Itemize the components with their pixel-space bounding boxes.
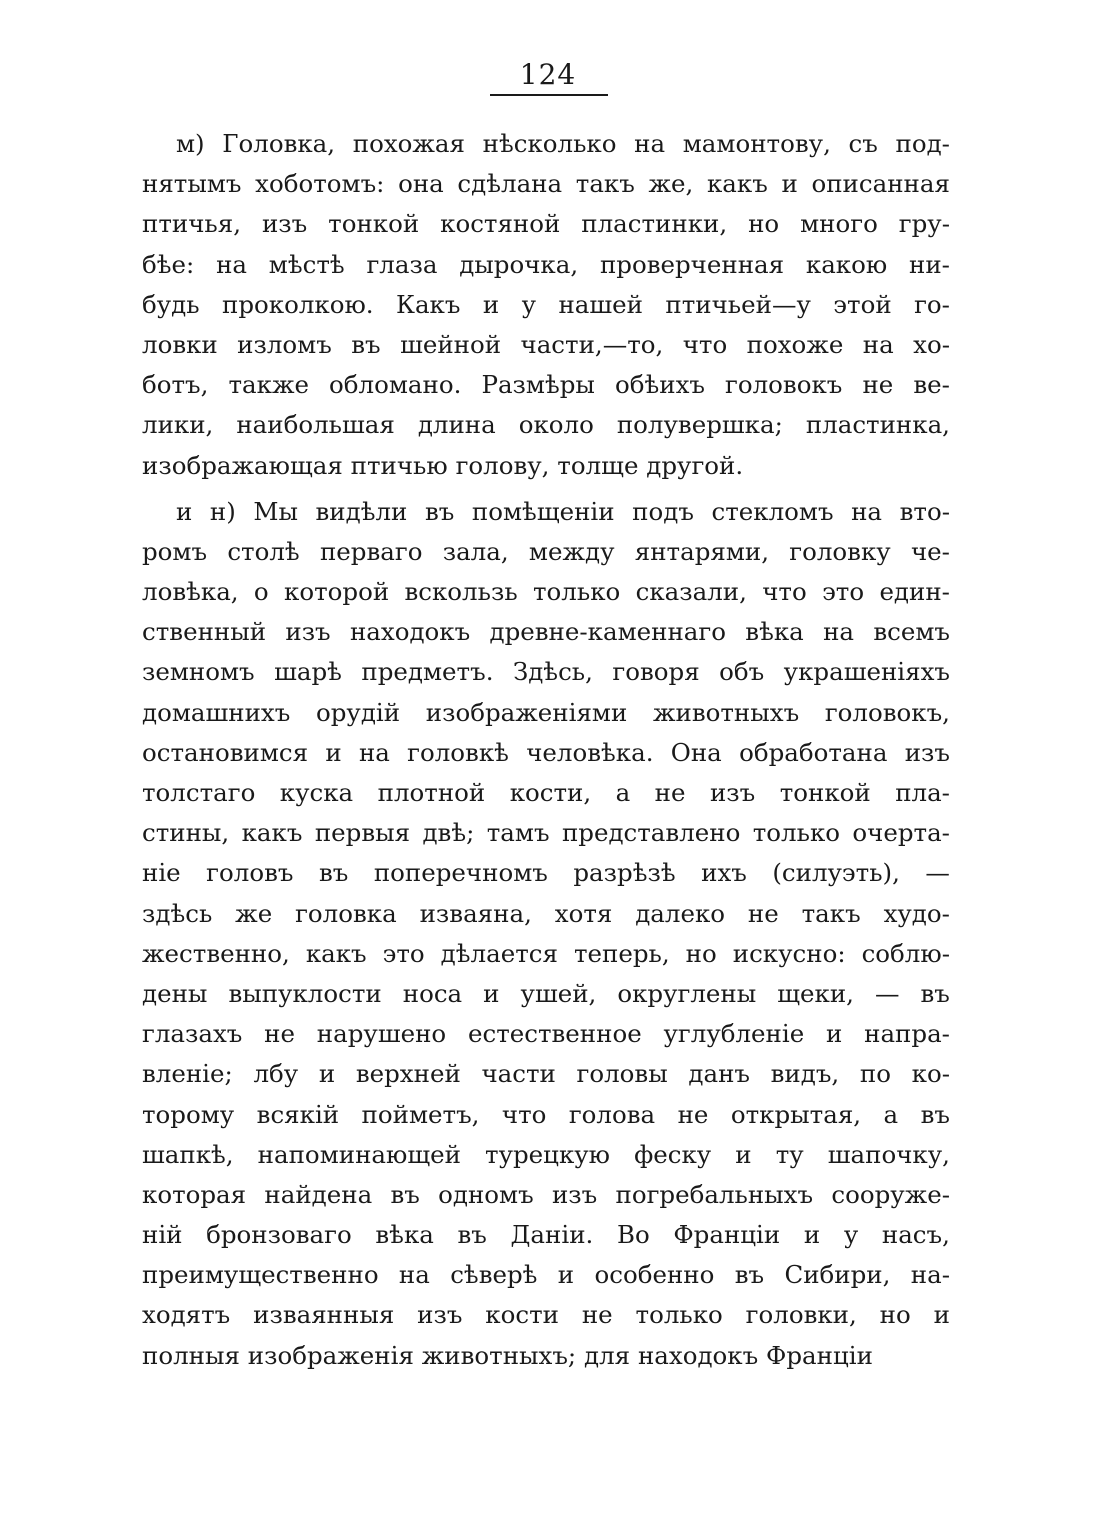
paragraph-m — [142, 124, 950, 486]
text-line — [142, 1175, 950, 1215]
text-line — [142, 285, 950, 325]
word: сдѣлана — [457, 169, 563, 199]
word: пластинка, — [805, 410, 950, 440]
word: и — [318, 1059, 336, 1089]
word: Размѣры — [481, 370, 595, 400]
text-line — [142, 325, 950, 365]
word: которой — [284, 577, 390, 607]
word: Франціи — [673, 1220, 781, 1250]
word: обѣихъ — [614, 370, 705, 400]
text-line — [142, 974, 950, 1014]
word: плотной — [377, 778, 486, 807]
word: янтарями, — [634, 536, 770, 566]
text-line — [142, 1215, 950, 1255]
text-line — [142, 813, 950, 853]
word: птичьей—у — [665, 289, 811, 319]
word: го- — [914, 289, 950, 319]
word: Здѣсь, — [512, 657, 593, 687]
word: щеки, — [777, 978, 854, 1008]
word: представлено — [561, 818, 741, 848]
word: а — [615, 778, 631, 807]
word: Даніи. — [510, 1220, 594, 1250]
word: же, — [648, 169, 694, 199]
word: въ — [424, 496, 455, 526]
word: феску — [634, 1139, 712, 1169]
word: вленіе; — [142, 1059, 233, 1089]
word: торому — [142, 1099, 235, 1129]
word: изъ — [417, 1300, 463, 1330]
word: изображеніями — [425, 697, 628, 727]
text-line — [142, 492, 950, 532]
word: здѣсь — [142, 898, 213, 928]
word: Какъ — [395, 289, 461, 319]
word: нѣсколько — [482, 129, 617, 158]
word: какъ — [241, 818, 303, 848]
word: изъ — [551, 1179, 598, 1209]
word: этой — [833, 289, 892, 319]
word: турецкую — [485, 1139, 610, 1169]
text-line — [142, 164, 950, 204]
word: всякій — [256, 1099, 340, 1129]
word: одномъ — [438, 1179, 534, 1209]
word: остановимся — [142, 737, 309, 767]
word: животныхъ — [652, 697, 800, 727]
word: въ — [920, 1099, 950, 1129]
word: зала, — [442, 536, 509, 566]
word: бронзоваго — [206, 1220, 352, 1250]
word: вто- — [899, 496, 950, 526]
word: какъ — [706, 169, 768, 199]
word: естественное — [467, 1019, 642, 1049]
text-line — [142, 1054, 950, 1094]
word: похожая — [352, 129, 465, 158]
word: въ — [734, 1260, 765, 1290]
word: разрѣзѣ — [573, 858, 676, 888]
word: (силуэть), — [772, 858, 900, 888]
word: Франціи — [766, 1340, 873, 1370]
word: ромъ — [142, 536, 208, 566]
word: предметъ. — [361, 657, 494, 687]
word: что — [682, 329, 728, 359]
word: изваянныя — [253, 1300, 395, 1330]
word: выпуклости — [228, 978, 382, 1008]
word: съ — [848, 129, 878, 158]
word: Во — [616, 1220, 650, 1250]
word: — — [925, 858, 950, 888]
word: не — [677, 1099, 709, 1129]
word: носа — [402, 978, 463, 1008]
word: глаза — [366, 249, 438, 279]
word: ни- — [908, 249, 950, 279]
text-line — [142, 1014, 950, 1054]
word: костяной — [440, 209, 561, 239]
word: птичью — [350, 450, 448, 480]
word: Она — [670, 737, 722, 767]
word: очерта- — [852, 818, 950, 848]
body-text — [142, 124, 950, 1376]
word: дены — [142, 978, 208, 1008]
word: ихъ — [701, 858, 747, 888]
word: части — [481, 1059, 556, 1089]
word: и — [933, 1300, 950, 1330]
word: ловѣка, — [142, 577, 239, 607]
text-line — [142, 365, 950, 405]
word: далеко — [635, 898, 726, 928]
word: и — [735, 1139, 752, 1169]
word: для — [584, 1340, 631, 1370]
word: человѣка. — [526, 737, 654, 767]
word: открытая, — [730, 1099, 862, 1129]
word: толстаго — [142, 778, 256, 807]
word: и — [482, 289, 500, 319]
word: но — [748, 209, 780, 239]
word: подъ — [632, 496, 694, 526]
word: въ — [390, 1179, 420, 1209]
word: един- — [879, 577, 950, 607]
word: головы — [576, 1059, 668, 1089]
word: находокъ — [637, 1340, 759, 1370]
word: ушей, — [520, 978, 597, 1008]
word: говоря — [612, 657, 700, 687]
word: куска — [279, 778, 354, 807]
word: это — [382, 938, 425, 968]
word: жественно, — [142, 938, 290, 968]
word: ботъ, — [142, 370, 209, 400]
word: округлены — [617, 978, 757, 1008]
word: между — [528, 536, 615, 566]
word: помѣщеніи — [471, 496, 615, 526]
word: мамонтову, — [682, 129, 831, 158]
word: другой. — [646, 450, 744, 480]
word: толще — [557, 450, 639, 480]
word: полувершка; — [616, 410, 783, 440]
word: найдена — [264, 1179, 373, 1209]
word: дѣлается — [440, 938, 558, 968]
text-line — [142, 245, 950, 285]
word: столѣ — [227, 536, 300, 566]
word: какъ — [305, 938, 367, 968]
word: въ — [351, 329, 381, 359]
word: описанная — [811, 169, 950, 199]
word: сказали, — [635, 577, 747, 607]
word: изображенія — [247, 1340, 414, 1370]
word: сѣверѣ — [450, 1260, 538, 1290]
word: пластинки, — [581, 209, 728, 239]
word: которая — [142, 1179, 247, 1209]
word: наибольшая — [236, 410, 395, 440]
text-line — [142, 1095, 950, 1135]
word: ту — [775, 1139, 804, 1169]
text-line — [142, 853, 950, 893]
text-line — [142, 446, 950, 486]
word: земномъ — [142, 657, 255, 687]
word: на — [862, 329, 894, 359]
word: только — [635, 1300, 723, 1330]
word: углубленіе — [663, 1019, 805, 1049]
word: головки, — [745, 1300, 857, 1330]
word: и — [803, 1220, 821, 1250]
word: въ — [318, 858, 349, 888]
word: головъ — [206, 858, 294, 888]
word: сооруже- — [831, 1179, 950, 1209]
word: но — [685, 938, 717, 968]
word: у — [843, 1220, 859, 1250]
word: напра- — [864, 1019, 950, 1049]
word: нарушено — [316, 1019, 447, 1049]
word: тонкой — [779, 778, 871, 807]
word: глазахъ — [142, 1019, 243, 1049]
text-line — [142, 532, 950, 572]
word: шарѣ — [274, 657, 342, 687]
word: на — [823, 617, 855, 647]
text-line — [142, 204, 950, 244]
word: только — [752, 818, 841, 848]
word: животныхъ; — [421, 1340, 577, 1370]
word: пла- — [895, 778, 950, 807]
word: стекломъ — [711, 496, 834, 526]
text-line — [142, 1336, 950, 1376]
text-line — [142, 693, 950, 733]
word: ходятъ — [142, 1300, 231, 1330]
word: под- — [895, 129, 950, 158]
word: объ — [719, 657, 765, 687]
word: головку — [789, 536, 891, 566]
word: и — [483, 978, 500, 1008]
word: нашей — [558, 289, 643, 319]
word: полныя — [142, 1340, 240, 1370]
text-line — [142, 612, 950, 652]
word: м) — [176, 129, 205, 158]
word: много — [800, 209, 878, 239]
word: и — [826, 1019, 843, 1049]
word: всемъ — [873, 617, 950, 647]
word: тонкой — [328, 209, 420, 239]
word: пойметъ, — [361, 1099, 480, 1129]
word: гру- — [898, 209, 950, 239]
word: напоминающей — [257, 1139, 461, 1169]
word: не — [862, 370, 894, 400]
word: и — [176, 496, 193, 526]
word: и — [557, 1260, 575, 1290]
word: ній — [142, 1220, 183, 1250]
word: на — [851, 496, 883, 526]
word: орудій — [316, 697, 401, 727]
word: на — [398, 1260, 430, 1290]
word: въ — [457, 1220, 487, 1250]
word: не — [747, 898, 779, 928]
word: такъ — [801, 898, 861, 928]
word: голову, — [455, 450, 550, 480]
word: вскользь — [404, 577, 518, 607]
word: вѣка — [375, 1220, 434, 1250]
word: голова — [568, 1099, 656, 1129]
word: вѣка — [745, 617, 804, 647]
word: это — [822, 577, 865, 607]
word: насъ, — [881, 1220, 950, 1250]
word: шейной — [400, 329, 502, 359]
text-line — [142, 894, 950, 934]
word: также — [228, 370, 309, 400]
word: находокъ — [349, 617, 471, 647]
text-line — [142, 1135, 950, 1175]
word: — — [875, 978, 900, 1008]
word: двѣ; — [422, 818, 475, 848]
word: бѣе: — [142, 249, 195, 279]
word: домашнихъ — [142, 697, 291, 727]
word: у — [521, 289, 537, 319]
word: на — [634, 129, 666, 158]
word: нятымъ — [142, 169, 242, 199]
word: видъ, — [770, 1059, 840, 1089]
word: Головка, — [222, 129, 336, 158]
word: она — [398, 169, 444, 199]
word: н) — [209, 496, 236, 526]
word: длина — [417, 410, 496, 440]
word: изъ — [285, 617, 331, 647]
word: головокъ, — [824, 697, 950, 727]
word: части,—то, — [520, 329, 664, 359]
word: проверченная — [599, 249, 785, 279]
word: поперечномъ — [373, 858, 548, 888]
text-line — [142, 405, 950, 445]
word: ве- — [913, 370, 950, 400]
word: головка — [295, 898, 397, 928]
word: по — [859, 1059, 891, 1089]
word: проколкою. — [222, 289, 374, 319]
word: на — [358, 737, 390, 767]
word: изображающая — [142, 450, 343, 480]
word: ственный — [142, 617, 267, 647]
word: ловки — [142, 329, 218, 359]
word: верхней — [355, 1059, 461, 1089]
word: будь — [142, 289, 200, 319]
word: преимущественно — [142, 1260, 379, 1290]
word: такъ — [575, 169, 635, 199]
word: хо- — [913, 329, 950, 359]
text-line — [142, 934, 950, 974]
word: соблю- — [861, 938, 950, 968]
text-line — [142, 1295, 950, 1335]
word: перваго — [319, 536, 423, 566]
word: въ — [920, 978, 950, 1008]
word: около — [518, 410, 594, 440]
word: хотя — [554, 898, 613, 928]
word: теперь, — [573, 938, 670, 968]
word: первыя — [314, 818, 411, 848]
word: а — [883, 1099, 899, 1129]
word: тамъ — [486, 818, 550, 848]
word: и — [325, 737, 342, 767]
word: изъ — [709, 778, 756, 807]
word: головокъ — [725, 370, 843, 400]
word: худо- — [883, 898, 950, 928]
word: какою — [805, 249, 888, 279]
word: Сибири, — [784, 1260, 891, 1290]
word: не — [264, 1019, 296, 1049]
word: украшеніяхъ — [783, 657, 950, 687]
word: Мы — [253, 496, 298, 526]
word: обломано. — [329, 370, 462, 400]
page-number: 124 — [519, 58, 577, 91]
word: кости — [485, 1300, 559, 1330]
word: что — [762, 577, 807, 607]
word: и — [781, 169, 798, 199]
word: шапкѣ, — [142, 1139, 234, 1169]
word: искусно: — [732, 938, 846, 968]
word: че- — [910, 536, 950, 566]
page-number-rule — [490, 94, 608, 96]
text-line — [142, 773, 950, 813]
word: на — [216, 249, 247, 279]
text-line — [142, 572, 950, 612]
word: ніе — [142, 858, 181, 888]
text-line — [142, 124, 950, 164]
text-line — [142, 652, 950, 692]
word: лбу — [253, 1059, 299, 1089]
word: древне-каменнаго — [489, 617, 726, 647]
word: не — [581, 1300, 613, 1330]
word: похоже — [746, 329, 844, 359]
word: ко- — [911, 1059, 950, 1089]
word: кости, — [509, 778, 592, 807]
word: на- — [910, 1260, 950, 1290]
word: мѣстѣ — [268, 249, 345, 279]
word: не — [654, 778, 686, 807]
word: изломъ — [237, 329, 332, 359]
word: шапочку, — [827, 1139, 950, 1169]
text-line — [142, 1255, 950, 1295]
word: стины, — [142, 818, 230, 848]
word: о — [253, 577, 269, 607]
word: особенно — [594, 1260, 715, 1290]
word: изъ — [904, 737, 950, 767]
word: но — [879, 1300, 911, 1330]
word: птичья, — [142, 209, 241, 239]
word: обработана — [739, 737, 888, 767]
word: же — [235, 898, 273, 928]
word: изъ — [261, 209, 308, 239]
word: только — [533, 577, 621, 607]
word: видѣли — [315, 496, 408, 526]
word: хоботомъ: — [255, 169, 385, 199]
word: дырочка, — [459, 249, 579, 279]
word: лики, — [142, 410, 214, 440]
paragraph-n — [142, 492, 950, 1376]
word: изваяна, — [419, 898, 532, 928]
word: головкѣ — [407, 737, 509, 767]
word: данъ — [688, 1059, 750, 1089]
word: что — [501, 1099, 547, 1129]
word: погребальныхъ — [615, 1179, 814, 1209]
text-line — [142, 733, 950, 773]
